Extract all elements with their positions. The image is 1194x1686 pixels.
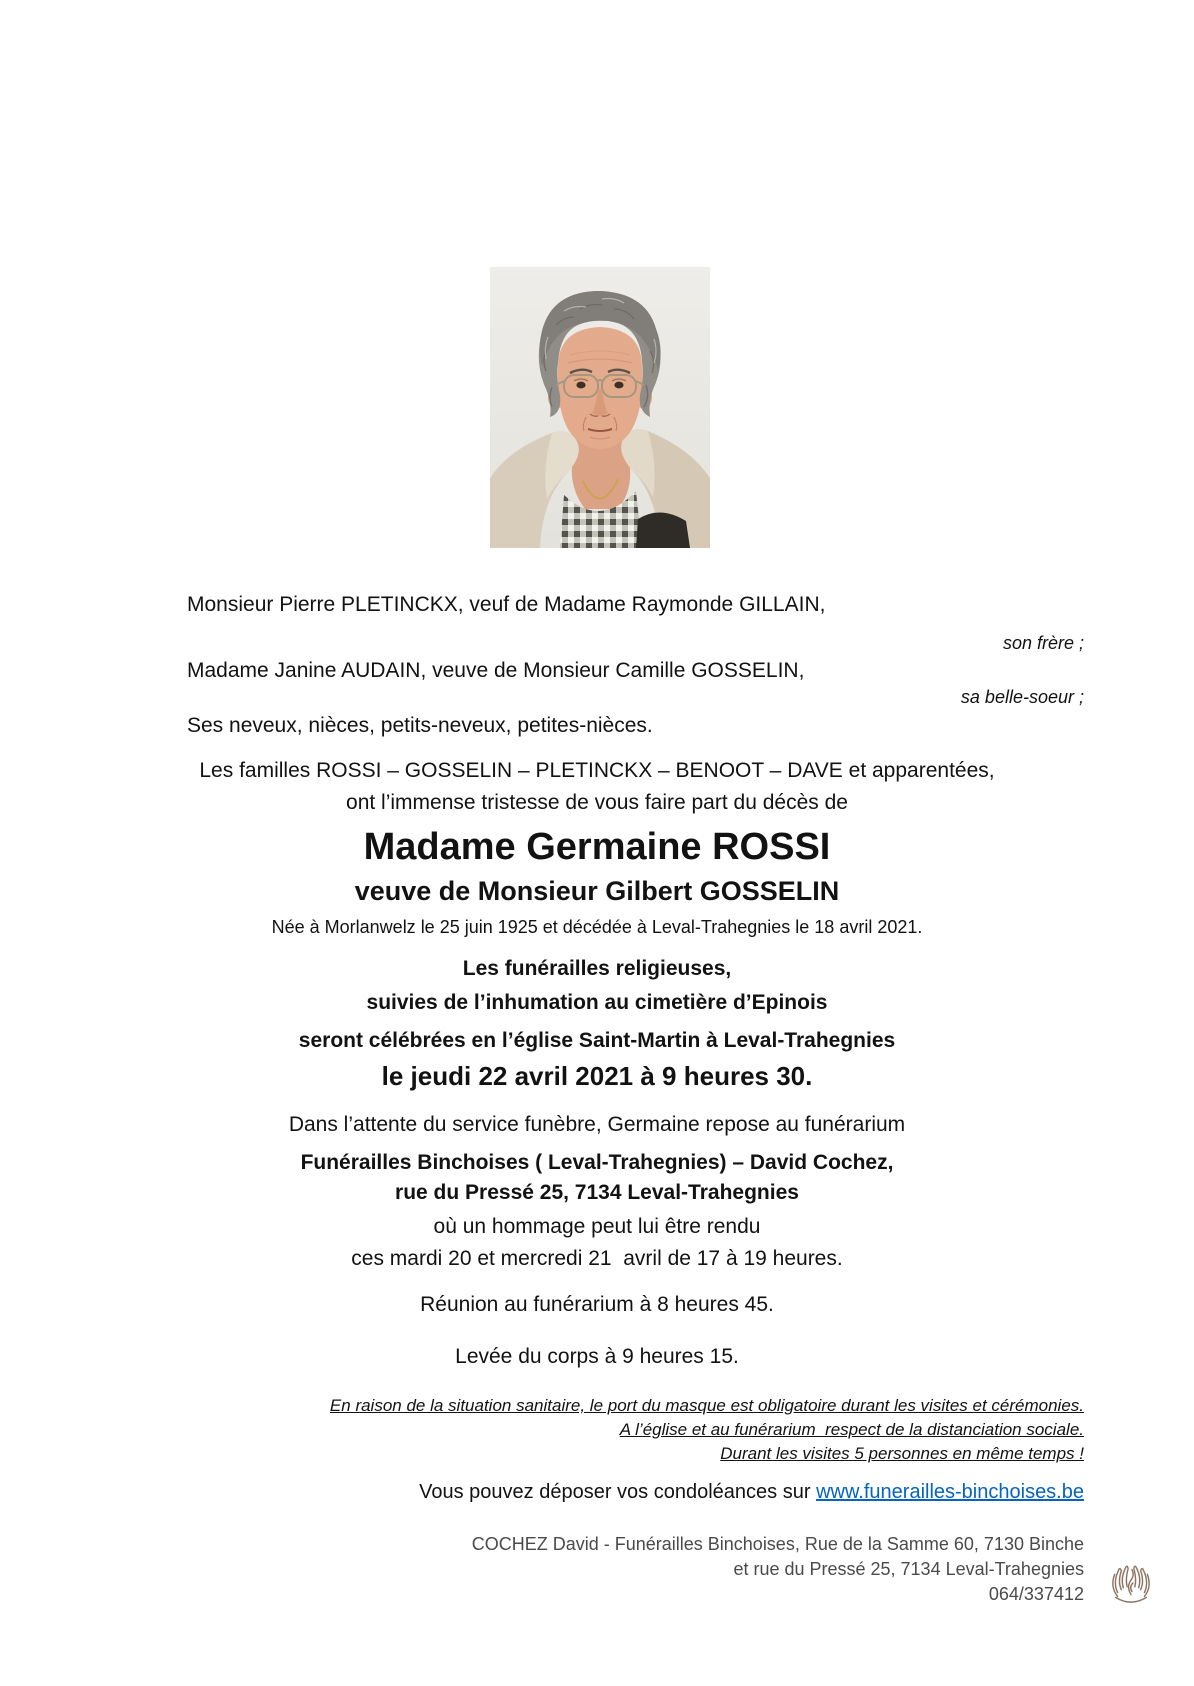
covid-notice-line-1: En raison de la situation sanitaire, le port du masque est obligatoire durant les visites et cérémonies. (329, 1396, 1084, 1415)
covid-notice-section (110, 1394, 1084, 1466)
ceremony-date-line: le jeudi 22 avril 2021 à 9 heures 30. (381, 1061, 813, 1091)
relation-label: son frère ; (1002, 633, 1084, 653)
footer-line-3: 064/337412 (988, 1584, 1084, 1604)
condolences-link[interactable]: www.funerailles-binchoises.be (816, 1481, 1084, 1503)
ceremony-section (110, 956, 1084, 1093)
deceased-portrait-photo (490, 267, 710, 548)
funeral-home-logo (1106, 1558, 1156, 1606)
relation-label: sa belle-soeur ; (960, 687, 1084, 707)
intro-line: ont l’immense tristesse de vous faire part du décès de (346, 791, 848, 814)
portrait-illustration (490, 267, 710, 548)
birth-death-line: Née à Morlanwelz le 25 juin 1925 et décédée à Leval-Trahegnies le 18 avril 2021. (271, 917, 923, 937)
visitation-line-2: Funérailles Binchoises ( Leval-Trahegnies) – David Cochez, (300, 1151, 894, 1174)
visitation-section (110, 1112, 1084, 1272)
ceremony-line-2: suivies de l’inhumation au cimetière d’Epinois (366, 991, 828, 1014)
meeting-line: Réunion au funérarium à 8 heures 45. (420, 1293, 774, 1316)
body-removal-line: Levée du corps à 9 heures 15. (455, 1345, 739, 1368)
schedule-section (110, 1292, 1084, 1370)
ceremony-line-3: seront célébrées en l’église Saint-Martin à Leval-Trahegnies (298, 1029, 896, 1052)
covid-notice-line-3: Durant les visites 5 personnes en même temps ! (720, 1444, 1084, 1463)
covid-notice-line-2: A l’église et au funérarium respect de la distanciation sociale. (619, 1420, 1084, 1439)
hands-and-flame-icon (1106, 1558, 1156, 1606)
condolences-text: Vous pouvez déposer vos condoléances sur (419, 1481, 817, 1503)
family-line: Monsieur Pierre PLETINCKX, veuf de Madame Raymonde GILLAIN, (187, 593, 826, 616)
family-line: Madame Janine AUDAIN, veuve de Monsieur Camille GOSSELIN, (187, 659, 805, 682)
condolences-line (110, 1480, 1084, 1505)
visitation-line-1: Dans l’attente du service funèbre, Germaine repose au funérarium (288, 1113, 906, 1136)
footer-line-2: et rue du Pressé 25, 7134 Leval-Trahegnies (733, 1559, 1084, 1579)
widow-line: veuve de Monsieur Gilbert GOSSELIN (354, 876, 840, 906)
ceremony-line-1: Les funérailles religieuses, (462, 957, 732, 980)
footer-section (110, 1532, 1084, 1607)
announcement-section (110, 758, 1084, 939)
condolences-section (110, 1480, 1084, 1505)
visitation-line-4: où un hommage peut lui être rendu (433, 1215, 761, 1238)
footer-line-1: COCHEZ David - Funérailles Binchoises, Rue de la Samme 60, 7130 Binche (471, 1534, 1084, 1554)
visitation-line-5: ces mardi 20 et mercredi 21 avril de 17 à 19 heures. (351, 1247, 843, 1270)
visitation-line-3: rue du Pressé 25, 7134 Leval-Trahegnies (395, 1181, 799, 1204)
families-line: Les familles ROSSI – GOSSELIN – PLETINCKX – BENOOT – DAVE et apparentées, (199, 759, 995, 782)
family-section (110, 592, 1084, 739)
deceased-name: Madame Germaine ROSSI (363, 826, 831, 868)
family-line: Ses neveux, nièces, petits-neveux, petites-nièces. (187, 714, 653, 737)
